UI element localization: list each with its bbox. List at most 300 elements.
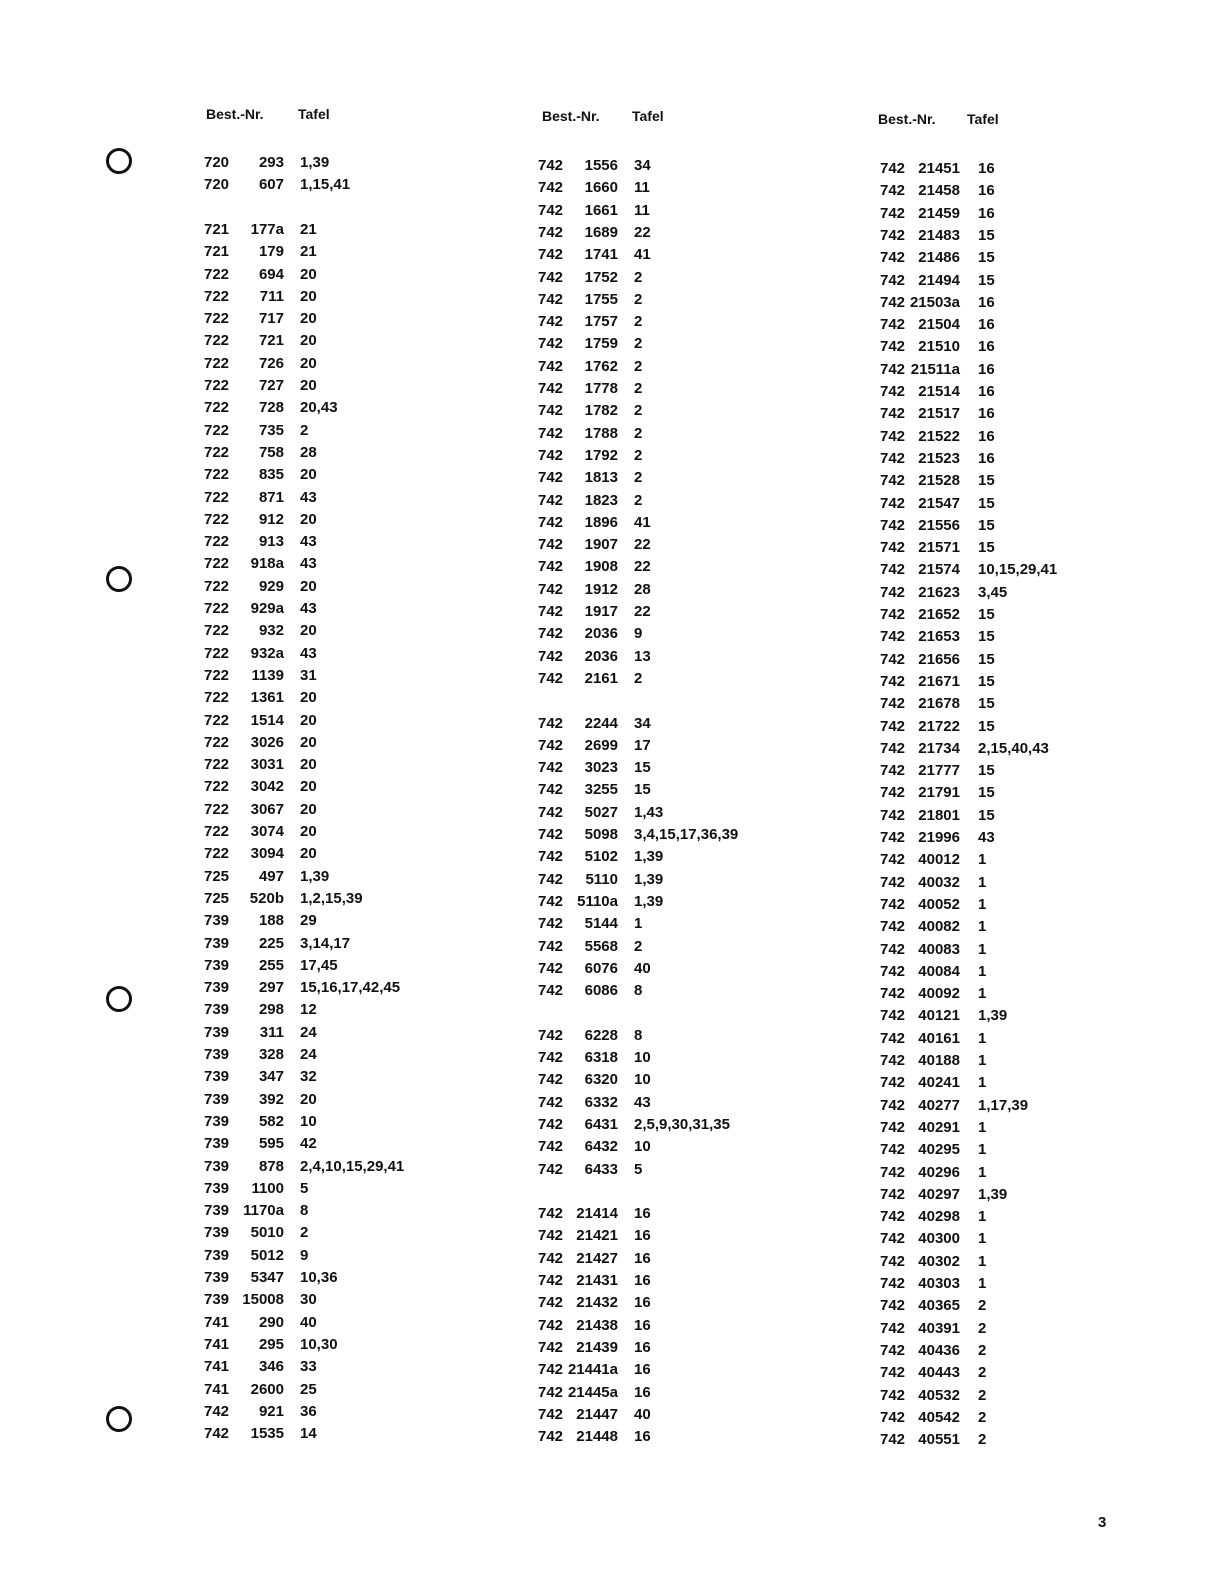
tafel-reference: 2 [978,1319,987,1337]
header-best-nr: Best.-Nr. [878,111,936,127]
part-number: 3023 [584,759,618,777]
part-prefix: 742 [538,1294,564,1312]
part-prefix: 739 [204,1090,230,1108]
part-prefix: 742 [538,1049,564,1066]
part-prefix: 742 [204,1402,230,1420]
tafel-reference: 1 [978,1275,987,1292]
tafel-reference: 2 [634,290,643,308]
part-number: 607 [258,176,284,194]
tafel-reference: 2 [634,335,643,353]
tafel-reference: 10,36 [300,1269,338,1286]
part-prefix: 742 [538,1338,564,1356]
part-prefix: 742 [880,672,906,690]
tafel-reference: 16 [634,1227,651,1245]
tafel-reference: 20 [300,711,317,729]
tafel-reference: 15 [978,717,995,735]
tafel-reference: 29 [300,912,317,930]
tafel-reference: 20 [300,510,317,528]
part-prefix: 742 [538,647,564,665]
tafel-reference: 16 [978,383,995,400]
part-number: 3067 [250,800,284,818]
part-number: 1170a [243,1202,284,1220]
tafel-reference: 17,45 [300,956,338,974]
tafel-reference: 1 [978,895,987,913]
part-prefix: 739 [204,1246,230,1264]
part-prefix: 722 [204,577,230,595]
tafel-reference: 5 [634,1160,643,1178]
part-prefix: 742 [538,157,564,174]
part-prefix: 742 [880,829,906,846]
part-number: 21517 [918,405,960,423]
tafel-reference: 28 [634,580,651,598]
part-prefix: 721 [204,243,230,261]
part-prefix: 722 [204,265,230,283]
part-number: 21421 [576,1227,618,1245]
header-tafel: Tafel [298,106,330,122]
tafel-reference: 11 [634,201,650,219]
part-number: 392 [258,1090,284,1108]
tafel-reference: 2 [978,1364,987,1382]
tafel-reference: 24 [300,1023,317,1041]
tafel-reference: 16 [634,1205,651,1223]
part-number: 6318 [584,1049,618,1066]
punch-hole [106,1406,132,1432]
tafel-reference: 20 [300,354,317,372]
part-prefix: 742 [880,271,906,289]
part-prefix: 742 [880,204,906,222]
part-number: 1759 [584,335,618,353]
part-prefix: 742 [538,1227,564,1245]
tafel-reference: 1 [978,985,987,1003]
header-best-nr: Best.-Nr. [206,106,264,122]
part-number: 5144 [584,915,618,933]
part-number: 21441a [567,1361,618,1379]
part-number: 3074 [250,823,284,840]
tafel-reference: 12 [300,1001,317,1019]
part-number: 2161 [584,669,618,687]
part-number: 21431 [576,1272,618,1289]
tafel-reference: 2,4,10,15,29,41 [300,1157,405,1175]
tafel-reference: 8 [634,982,643,1000]
part-prefix: 742 [538,603,564,620]
part-prefix: 742 [880,561,906,579]
part-number: 1792 [584,446,618,464]
tafel-reference: 1,39 [978,1007,1008,1025]
tafel-reference: 43 [300,555,317,573]
part-number: 1762 [584,357,618,375]
part-prefix: 742 [538,313,564,331]
part-number: 40295 [918,1141,960,1159]
tafel-reference: 1,39 [300,154,330,171]
tafel-reference: 1,39 [300,867,330,885]
part-prefix: 739 [204,1046,230,1063]
part-number: 1139 [251,666,284,684]
tafel-reference: 10 [634,1071,651,1089]
tafel-reference: 14 [300,1425,317,1443]
tafel-reference: 31 [300,666,317,684]
part-number: 918a [250,555,284,573]
part-prefix: 722 [204,800,230,818]
part-number: 6228 [584,1026,618,1044]
tafel-reference: 16 [978,449,995,467]
part-prefix: 742 [538,736,564,754]
part-number: 5098 [584,826,618,843]
part-number: 21494 [918,271,960,289]
part-number: 21503a [909,293,960,311]
tafel-reference: 15 [978,249,995,267]
tafel-reference: 1,39 [634,848,664,866]
part-number: 40052 [918,895,960,913]
part-number: 3255 [584,781,618,799]
part-number: 21458 [918,182,960,200]
tafel-reference: 9 [300,1246,309,1264]
tafel-reference: 1 [634,915,643,933]
part-number: 21523 [918,449,960,467]
part-prefix: 722 [204,443,230,461]
tafel-reference: 20 [300,332,317,350]
part-prefix: 742 [880,160,906,177]
tafel-reference: 10,15,29,41 [978,561,1058,579]
part-prefix: 722 [204,377,230,394]
part-prefix: 739 [204,1023,230,1041]
tafel-reference: 16 [634,1294,651,1312]
part-prefix: 742 [538,268,564,286]
part-number: 717 [258,310,284,328]
tafel-reference: 40 [634,959,651,977]
part-number: 21486 [918,249,960,267]
part-number: 835 [258,466,284,484]
tafel-reference: 1 [978,940,987,958]
part-number: 346 [258,1358,284,1376]
part-number: 878 [258,1157,284,1175]
part-prefix: 742 [538,223,564,241]
tafel-reference: 43 [300,533,317,551]
part-prefix: 742 [880,249,906,267]
part-number: 40121 [918,1007,960,1025]
part-number: 40084 [918,962,960,980]
part-prefix: 722 [204,778,230,796]
part-prefix: 742 [538,335,564,353]
tafel-reference: 1 [978,1029,987,1047]
part-number: 21571 [918,539,960,557]
tafel-reference: 16 [978,204,995,222]
tafel-reference: 3,14,17 [300,934,351,952]
tafel-reference: 2 [634,937,643,955]
part-number: 21510 [918,338,960,356]
part-prefix: 742 [538,982,564,1000]
part-prefix: 742 [538,915,564,933]
part-prefix: 742 [538,513,564,531]
part-prefix: 720 [204,176,230,194]
tafel-reference: 16 [634,1428,651,1446]
part-number: 932a [250,644,284,662]
part-number: 5110a [577,892,618,910]
header-tafel: Tafel [632,108,664,124]
part-number: 595 [258,1135,284,1153]
part-number: 311 [259,1023,284,1041]
part-prefix: 742 [880,1319,906,1337]
tafel-reference: 20 [300,466,317,484]
part-prefix: 739 [204,1135,230,1153]
part-number: 929 [258,577,284,595]
part-number: 582 [258,1112,284,1130]
part-prefix: 722 [204,332,230,350]
part-prefix: 742 [880,784,906,802]
part-number: 40012 [918,851,960,869]
part-number: 2699 [584,736,618,754]
tafel-reference: 8 [634,1026,643,1044]
tafel-reference: 15 [978,494,995,512]
part-number: 1741 [584,246,618,264]
tafel-reference: 2 [634,402,643,420]
part-number: 40542 [918,1408,960,1426]
part-number: 21791 [918,784,960,802]
tafel-reference: 33 [300,1358,317,1376]
tafel-reference: 1,39 [978,1185,1008,1203]
part-number: 1757 [584,313,618,331]
part-number: 5347 [250,1269,284,1286]
part-prefix: 742 [880,1230,906,1248]
part-prefix: 739 [204,1224,230,1242]
tafel-reference: 1 [978,1052,987,1069]
part-prefix: 742 [538,759,564,777]
part-number: 21438 [576,1316,618,1334]
part-number: 5110 [585,870,618,888]
tafel-reference: 1 [978,851,987,869]
part-number: 40277 [918,1096,960,1114]
tafel-reference: 2 [634,357,643,375]
tafel-reference: 15 [978,672,995,690]
tafel-reference: 3,45 [978,583,1008,601]
part-number: 1100 [251,1179,284,1197]
part-number: 177a [250,220,284,238]
tafel-reference: 42 [300,1135,317,1153]
tafel-reference: 20 [300,845,317,863]
part-prefix: 742 [880,1386,906,1404]
part-prefix: 742 [880,1275,906,1292]
tafel-reference: 2 [634,669,643,687]
tafel-reference: 1 [978,1252,987,1270]
part-number: 298 [258,1001,284,1019]
part-prefix: 739 [204,1291,230,1309]
part-number: 347 [258,1068,284,1086]
part-prefix: 742 [880,427,906,445]
part-number: 6432 [584,1138,618,1156]
part-number: 40532 [918,1386,960,1404]
part-number: 3042 [250,778,284,796]
part-prefix: 722 [204,510,230,528]
part-prefix: 722 [204,845,230,863]
part-prefix: 742 [880,1252,906,1270]
part-prefix: 742 [538,1205,564,1223]
part-number: 2036 [584,647,618,665]
part-prefix: 722 [204,421,230,439]
tafel-reference: 2 [634,491,643,509]
part-prefix: 741 [204,1313,230,1331]
tafel-reference: 2 [978,1431,987,1449]
part-number: 3094 [250,845,284,863]
part-number: 6320 [584,1071,618,1089]
part-number: 21652 [918,606,960,623]
part-number: 21656 [918,650,960,668]
part-prefix: 742 [880,383,906,400]
part-prefix: 722 [204,287,230,305]
part-prefix: 742 [538,1115,564,1133]
part-number: 21671 [918,672,960,690]
part-number: 5010 [250,1224,284,1242]
tafel-reference: 1 [978,1141,987,1159]
tafel-reference: 17 [634,736,651,754]
part-number: 40161 [918,1029,960,1047]
part-number: 21996 [918,829,960,846]
part-number: 40300 [918,1230,960,1248]
part-prefix: 742 [880,316,906,334]
part-prefix: 742 [880,918,906,936]
part-number: 5012 [250,1246,284,1264]
part-number: 21722 [918,717,960,735]
part-prefix: 742 [880,338,906,356]
tafel-reference: 22 [634,536,651,554]
part-number: 6431 [584,1115,618,1133]
part-prefix: 742 [880,962,906,980]
tafel-reference: 16 [634,1272,651,1289]
tafel-reference: 32 [300,1068,317,1086]
tafel-reference: 43 [300,488,317,506]
tafel-reference: 1 [978,962,987,980]
tafel-reference: 20 [300,577,317,595]
tafel-reference: 22 [634,223,651,241]
part-prefix: 739 [204,979,230,997]
part-prefix: 742 [538,937,564,955]
part-prefix: 722 [204,666,230,684]
part-number: 5027 [584,803,618,821]
part-number: 520b [249,889,284,907]
tafel-reference: 16 [978,427,995,445]
part-prefix: 722 [204,399,230,417]
part-prefix: 742 [880,1096,906,1114]
part-prefix: 739 [204,1112,230,1130]
part-prefix: 742 [880,628,906,646]
part-prefix: 742 [880,695,906,713]
part-prefix: 722 [204,823,230,840]
tafel-reference: 5 [300,1179,309,1197]
part-number: 21427 [576,1249,618,1267]
part-prefix: 722 [204,644,230,662]
tafel-reference: 20 [300,622,317,640]
part-prefix: 741 [204,1358,230,1376]
part-prefix: 739 [204,1001,230,1019]
tafel-reference: 15 [634,781,651,799]
tafel-reference: 15 [978,606,995,623]
part-number: 21483 [918,226,960,244]
part-number: 1689 [584,223,618,241]
tafel-reference: 16 [634,1249,651,1267]
part-number: 1917 [584,603,618,620]
part-prefix: 742 [880,1364,906,1382]
tafel-reference: 10 [300,1112,317,1130]
part-prefix: 742 [880,182,906,200]
part-number: 6076 [584,959,618,977]
part-prefix: 742 [880,449,906,467]
part-prefix: 742 [538,848,564,866]
tafel-reference: 2 [978,1341,987,1359]
part-number: 40296 [918,1163,960,1181]
tafel-reference: 15 [978,762,995,780]
part-number: 2600 [250,1380,284,1398]
tafel-reference: 41 [634,246,651,264]
part-number: 40297 [918,1185,960,1203]
tafel-reference: 1,15,41 [300,176,351,194]
part-number: 290 [258,1313,284,1331]
part-number: 21414 [576,1205,618,1223]
tafel-reference: 2,15,40,43 [978,739,1049,757]
part-prefix: 725 [204,867,230,885]
punch-hole [106,986,132,1012]
part-prefix: 742 [880,1074,906,1092]
part-prefix: 722 [204,488,230,506]
tafel-reference: 15 [978,271,995,289]
part-number: 6433 [584,1160,618,1178]
part-number: 40302 [918,1252,960,1270]
part-prefix: 742 [880,895,906,913]
tafel-reference: 2 [634,268,643,286]
part-prefix: 742 [538,826,564,843]
part-prefix: 742 [538,536,564,554]
part-number: 1755 [584,290,618,308]
tafel-reference: 16 [978,360,995,378]
part-number: 21504 [918,316,960,334]
part-number: 1661 [584,201,618,219]
part-prefix: 742 [204,1425,230,1443]
part-number: 40303 [918,1275,960,1292]
tafel-reference: 1 [978,1208,987,1226]
part-prefix: 742 [880,1029,906,1047]
part-number: 21734 [918,739,960,757]
tafel-reference: 1,43 [634,803,664,821]
part-prefix: 742 [538,246,564,264]
part-prefix: 742 [538,491,564,509]
tafel-reference: 2 [978,1408,987,1426]
part-number: 40298 [918,1208,960,1226]
tafel-reference: 1,39 [634,870,664,888]
part-number: 21511a [910,360,960,378]
tafel-reference: 8 [300,1202,309,1220]
tafel-reference: 20 [300,310,317,328]
part-prefix: 742 [538,290,564,308]
part-prefix: 739 [204,1068,230,1086]
tafel-reference: 22 [634,603,651,620]
part-prefix: 722 [204,733,230,751]
part-number: 1514 [250,711,284,729]
tafel-reference: 15 [978,695,995,713]
part-prefix: 742 [538,179,564,197]
part-prefix: 742 [538,201,564,219]
header-tafel: Tafel [967,111,999,127]
part-prefix: 742 [880,1208,906,1226]
part-number: 1660 [584,179,618,197]
part-number: 293 [258,154,284,171]
part-number: 6332 [584,1093,618,1111]
part-number: 721 [258,332,284,350]
tafel-reference: 30 [300,1291,317,1309]
part-number: 21447 [576,1405,618,1423]
part-number: 3031 [250,756,284,774]
tafel-reference: 41 [634,513,651,531]
part-prefix: 742 [880,360,906,378]
part-number: 21623 [918,583,960,601]
part-number: 21459 [918,204,960,222]
part-prefix: 742 [880,1408,906,1426]
